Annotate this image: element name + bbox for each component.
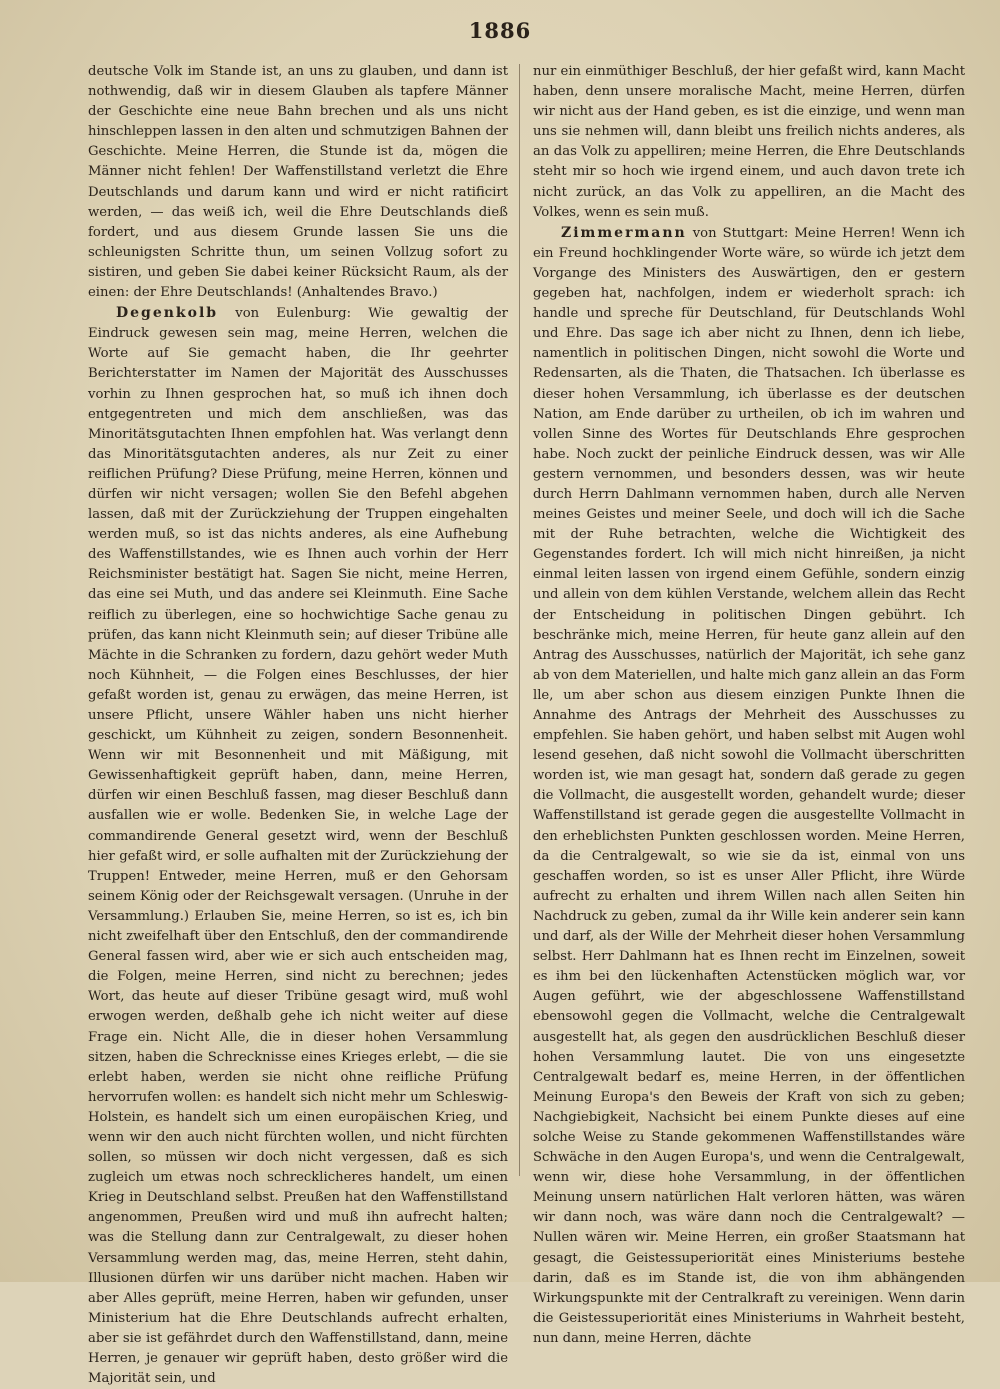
left-paragraph-2-text: von Eulenburg: Wie gewaltig der Eindruck gewesen sein mag, meine Herren, welchen die Worte auf Sie gemacht haben, die Ihr geehrter Berichterstatter im Namen der Majorität des Ausschusses vorhin zu Ihnen gesprochen hat, so muß ich ihnen doch entgegentreten und mich dem anschließen, was das Minoritätsgutachten Ihnen empfohlen hat. Was verlangt denn das Minoritätsgutachten anderes, als nur Zeit zu einer reiflichen Prüfung? Diese Prüfung, meine Herren, können und dürfen wir nicht versagen; wollen Sie den Befehl abgehen lassen, daß mit der Zurückziehung der Truppen eingehalten werden muß, so ist das nichts anderes, als eine Aufhebung des Waffenstillstandes, wie es Ihnen auch vorhin der Herr Reichsminister bestätigt hat. Sagen Sie nicht, meine Herren, das eine sei Muth, und das andere sei Kleinmuth. Eine Sache reiflich zu überlegen, eine so hochwichtige Sache genau zu prüfen, das kann nicht Kleinmuth sein; auf dieser Tribüne alle Mächte in die Schranken zu fordern, dazu gehört weder Muth noch Kühnheit, — die Folgen eines Beschlusses, der hier gefaßt worden ist, genau zu erwägen, das meine Herren, ist unsere Pflicht, unsere Wähler haben uns nicht hierher geschickt, um Kühnheit zu zeigen, sondern Besonnenheit. Wenn wir mit Besonnenheit und mit Mäßigung, mit Gewissenhaftigkeit geprüft haben, dann, meine Herren, dürfen wir einen Beschluß fassen, mag dieser Beschluß dann ausfallen wie er wolle. Bedenken Sie, in welche Lage der commandirende General gesetzt wird, wenn der Beschluß hier gefaßt wird, er solle aufhalten mit der Zurückziehung der Truppen! Entweder, meine Herren, muß er den Gehorsam seinem König oder der Reichsgewalt versagen. (Unruhe in der Versammlung.) Erlauben Sie, meine Herren, so ist es, ich bin nicht zweifelhaft über den Entschluß, den der commandirende General fassen wird, aber wie er sich auch entscheiden mag, die Folgen, meine Herren, sind nicht zu berechnen; jedes Wort, das heute auf dieser Tribüne gesagt wird, muß wohl erwogen werden, deßhalb gehe ich nicht weiter auf diese Frage ein. Nicht Alle, die in dieser hohen Versammlung sitzen, haben die Schrecknisse eines Krieges erlebt, — die sie erlebt haben, werden sie nicht ohne reifliche Prüfung hervorrufen wollen: es handelt sich nicht mehr um Schleswig-Holstein, es handelt sich um einen europäischen Krieg, und wenn wir den auch nicht fürchten wollen, und nicht fürchten sollen, so müssen wir doch nicht vergessen, daß es sich zugleich um etwas noch schrecklicheres handelt, um einen Krieg in Deutschland selbst. Preußen hat den Waffenstillstand angenommen, Preußen wird und muß ihn aufrecht halten; was die Stellung dann zur Centralgewalt, zu dieser hohen Versammlung werden mag, das, meine Herren, steht dahin, Illusionen dürfen wir uns darüber nicht machen. Haben wir aber Alles geprüft, meine Herren, haben wir gefunden, unser Ministerium hat die Ehre Deutschlands aufrecht erhalten, aber sie ist gefährdet durch den Waffenstillstand, dann, meine Herren, je genauer wir geprüft haben, desto größer wird die Majorität sein, und [88, 306, 508, 1387]
right-paragraph-2 [533, 223, 965, 1349]
right-paragraph-1: nur ein einmüthiger Beschluß, der hier gefaßt wird, kann Macht haben, denn unsere moralische Macht, meine Herren, dürfen wir nicht aus der Hand geben, es ist die einzige, und wenn man uns sie nehmen will, dann bleibt uns freilich nichts anderes, als an das Volk zu appelliren; meine Herren, die Ehre Deutschlands steht mir so hoch wie irgend einem, und auch davon trete ich nicht zurück, an das Volk zu appelliren, an die Macht des Volkes, wenn es sein muß. [533, 64, 965, 220]
left-paragraph-2 [88, 303, 508, 1389]
right-paragraph-2-text: von Stuttgart: Meine Herren! Wenn ich ein Freund hochklingender Worte wäre, so würde ich jetzt dem Vorgange des Ministers des Auswärtigen, den er gestern gegeben hat, nachfolgen, indem er wiederholt sprach: ich handle und spreche für Deutschland, für Deutschlands Wohl und Ehre. Das sage ich aber nicht zu Ihnen, denn ich liebe, namentlich in politischen Dingen, nicht sowohl die Worte und Redensarten, als die Thaten, die Thatsachen. Ich überlasse es dieser hohen Versammlung, ich überlasse es der deutschen Nation, am Ende darüber zu urtheilen, ob ich im wahren und vollen Sinne des Wortes für Deutschlands Ehre gesprochen habe. Noch zuckt der peinliche Eindruck dessen, was wir Alle gestern vernommen, und besonders dessen, was wir heute durch Herrn Dahlmann vernommen haben, durch alle Nerven meines Geistes und meiner Seele, und doch will ich die Sache mit der Ruhe betrachten, welche die Wichtigkeit des Gegenstandes fordert. Ich will mich nicht hinreißen, ja nicht einmal leiten lassen von irgend einem Gefühle, sondern einzig und allein von dem kühlen Verstande, welchem allein das Recht der Entscheidung in politischen Dingen gebührt. Ich beschränke mich, meine Herren, für heute ganz allein auf den Antrag des Ausschusses, natürlich der Majorität, ich sehe ganz ab von dem Materiellen, und halte mich ganz allein an das Form lle, um aber schon aus diesem einzigen Punkte Ihnen die Annahme des Antrags der Mehrheit des Ausschusses zu empfehlen. Sie haben gehört, und haben selbst mit Augen wohl lesend gesehen, daß nicht sowohl die Vollmacht überschritten worden ist, wie man gesagt hat, sondern daß gerade zu gegen die Vollmacht, die ausgestellt worden, gehandelt wurde; dieser Waffenstillstand ist gerade gegen die ausgestellte Vollmacht in den erheblichsten Punkten geschlossen worden. Meine Herren, da die Centralgewalt, so wie sie da ist, einmal von uns geschaffen worden, so ist es unser Aller Pflicht, ihre Würde aufrecht zu erhalten und ihrem Willen nach allen Seiten hin Nachdruck zu geben, zumal da ihr Wille kein anderer sein kann und darf, als der Wille der Mehrheit dieser hohen Versammlung selbst. Herr Dahlmann hat es Ihnen recht im Einzelnen, soweit es ihm bei den lückenhaften Actenstücken möglich war, vor Augen geführt, wie der abgeschlossene Waffenstillstand ebensowohl gegen die Vollmacht, welche die Centralgewalt ausgestellt hat, als gegen den ausdrücklichen Beschluß dieser hohen Versammlung lautet. Die von uns eingesetzte Centralgewalt bedarf es, meine Herren, in der öffentlichen Meinung Europa's den Beweis der Kraft von sich zu geben; Nachgiebigkeit, Nachsicht bei einem Punkte dieses auf eine solche Weise zu Stande gekommenen Waffenstillstandes wäre Schwäche in den Augen Europa's, und wenn die Centralgewalt, wenn wir, diese hohe Versammlung, in der öffentlichen Meinung unsern natürlichen Halt verloren hätten, was wären wir dann noch, was wäre dann noch die Centralgewalt? — Nullen wären wir. Meine Herren, ein großer Staatsmann hat gesagt, die Geistessuperiorität eines Ministeriums bestehe darin, daß es im Stande ist, die von ihm abhängenden Wirkungspunkte mit der Centralkraft zu vereinigen. Wenn darin die Geistessuperiorität eines Ministeriums in Wahrheit besteht, nun dann, meine Herren, dächte [533, 225, 965, 1346]
right-column [533, 62, 965, 1346]
column-divider [519, 64, 520, 1176]
left-column [88, 62, 508, 1387]
speaker-name-zimmermann: Zimmermann [561, 224, 687, 241]
page-number: 1886 [468, 18, 532, 43]
speaker-name-degenkolb: Degenkolb [116, 305, 219, 322]
left-paragraph-1: deutsche Volk im Stande ist, an uns zu glauben, und dann ist nothwendig, daß wir in diesem Glauben als tapfere Männer der Geschichte eine neue Bahn brechen und als uns nicht hinschleppen lassen in den alten und schmutzigen Bahnen der Geschichte. Meine Herren, die Stunde ist da, mögen die Männer nicht fehlen! Der Waffenstillstand verletzt die Ehre Deutschlands und darum kann und wird er nicht ratificirt werden, — das weiß ich, weil die Ehre Deutschlands dieß fordert, und aus diesem Grunde lassen Sie uns die schleunigsten Schritte thun, um seinen Vollzug sofort zu sistiren, und geben Sie dabei keiner Rücksicht Raum, als der einen: der Ehre Deutschlands! (Anhaltendes Bravo.) [88, 64, 508, 301]
